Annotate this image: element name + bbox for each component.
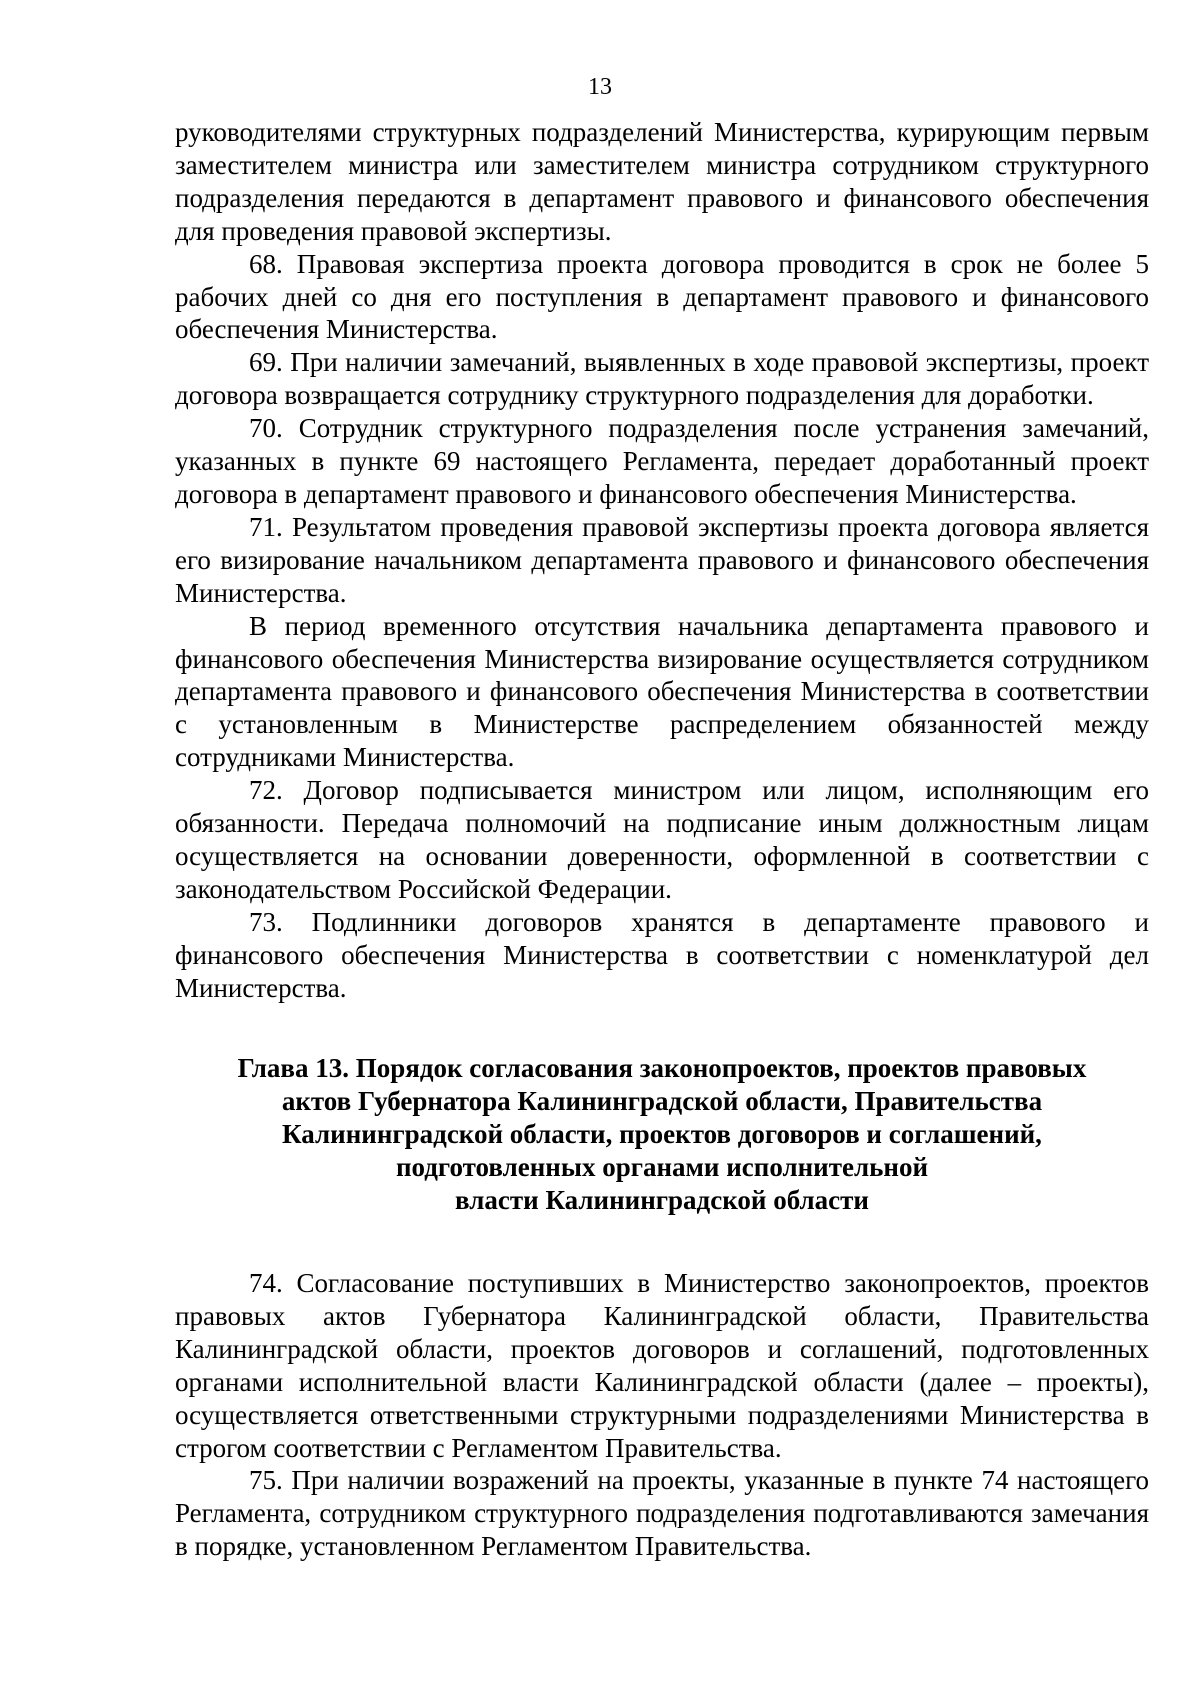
paragraph-71: 71. Результатом проведения правовой экспертизы проекта договора является его визирование начальником департамента правового и финансового обеспечения Министерства. <box>175 511 1149 608</box>
page-number: 13 <box>588 74 612 100</box>
chapter-title-line: подготовленных органами исполнительной <box>395 1152 929 1183</box>
chapter-title-line: актов Губернатора Калининградской области, Правительства <box>281 1086 1043 1117</box>
paragraph-74: 74. Согласование поступивших в Министерство законопроектов, проектов правовых актов Губернатора Калининградской области, Правительства Калининградской области, проектов договоров и соглашений, подготовленных органами исполнительной власти Калининградской области (далее – проекты), осуществляется ответственными структурными подразделениями Министерства в строгом соответствии с Регламентом Правительства. <box>175 1268 1149 1463</box>
paragraph-continuation: руководителями структурных подразделений Министерства, курирующим первым заместителем министра или заместителем министра сотрудником структурного подразделения передаются в департамент правового и финансового обеспечения для проведения правовой экспертизы. <box>175 117 1149 246</box>
paragraph-68: 68. Правовая экспертиза проекта договора проводится в срок не более 5 рабочих дней со дня его поступления в департамент правового и финансового обеспечения Министерства. <box>175 248 1149 345</box>
chapter-title-line: Глава 13. Порядок согласования законопроектов, проектов правовых <box>237 1053 1087 1084</box>
paragraph-71-continuation: В период временного отсутствия начальника департамента правового и финансового обеспечения Министерства визирование осуществляется сотрудником департамента правового и финансового обеспечения Министерства в соответствии с установленным в Министерстве распределением обязанностей между сотрудниками Министерства. <box>175 610 1149 773</box>
chapter-title-line: Калининградской области, проектов договоров и соглашений, <box>282 1119 1042 1150</box>
document-body <box>175 116 1149 1563</box>
chapter-13-title <box>175 1052 1149 1217</box>
paragraph-73: 73. Подлинники договоров хранятся в департаменте правового и финансового обеспечения Министерства в соответствии с номенклатурой дел Министерства. <box>175 906 1149 1003</box>
paragraph-69: 69. При наличии замечаний, выявленных в ходе правовой экспертизы, проект договора возвращается сотруднику структурного подразделения для доработки. <box>175 347 1149 411</box>
paragraph-72: 72. Договор подписывается министром или лицом, исполняющим его обязанности. Передача полномочий на подписание иным должностным лицам осуществляется на основании доверенности, оформленной в соответствии с законодательством Российской Федерации. <box>175 775 1149 904</box>
chapter-title-line: власти Калининградской области <box>455 1185 869 1216</box>
paragraph-70: 70. Сотрудник структурного подразделения после устранения замечаний, указанных в пункте 69 настоящего Регламента, передает доработанный проект договора в департамент правового и финансового обеспечения Министерства. <box>175 413 1149 509</box>
paragraph-75: 75. При наличии возражений на проекты, указанные в пункте 74 настоящего Регламента, сотрудником структурного подразделения подготавливаются замечания в порядке, установленном Регламентом Правительства. <box>175 1465 1149 1562</box>
